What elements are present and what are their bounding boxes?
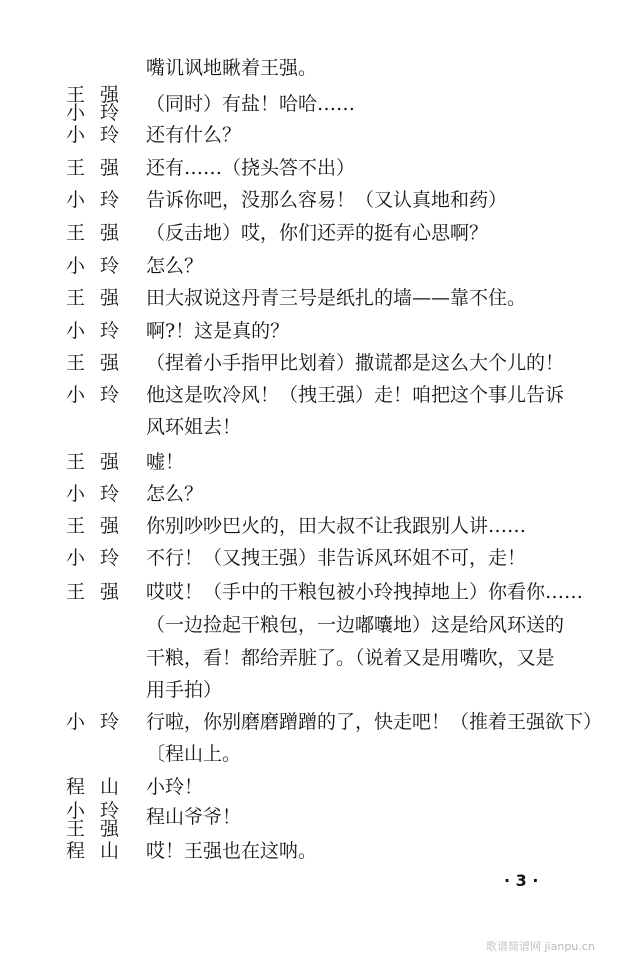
dialogue-line: （一边捡起干粮包，一边嘟囔地）这是给风环送的	[146, 614, 565, 636]
dialogue-line: 嘘！	[146, 451, 185, 473]
speaker-char: 玲	[100, 255, 120, 277]
speaker-char: 强	[100, 515, 120, 537]
speaker-char: 强	[100, 352, 120, 374]
speaker-char: 玲	[100, 483, 120, 505]
speaker-char: 王	[66, 451, 86, 473]
speaker-char: 小	[66, 483, 86, 505]
speaker-char: 玲	[100, 189, 120, 211]
speaker-char: 王	[66, 287, 86, 309]
speaker-char: 王	[66, 818, 86, 840]
speaker-char: 小	[66, 124, 86, 146]
dialogue-line: 告诉你吧，没那么容易！（又认真地和药）	[146, 189, 508, 211]
speaker-char: 玲	[100, 711, 120, 733]
speaker-char: 玲	[100, 102, 120, 124]
speaker-char: 王	[66, 222, 86, 244]
dialogue-line: 怎么？	[146, 255, 204, 277]
stage-direction: 〔程山上。	[146, 743, 242, 765]
dialogue-line: 他这是吹冷风！（拽王强）走！咱把这个事儿告诉	[146, 384, 565, 406]
dialogue-line: （反击地）哎，你们还弄的挺有心思啊？	[146, 222, 489, 244]
speaker-char: 王	[66, 581, 86, 603]
dialogue-line: 不行！（又拽王强）非告诉风环姐不可，走！	[146, 547, 527, 569]
speaker-char: 强	[100, 287, 120, 309]
speaker-char: 小	[66, 320, 86, 342]
dialogue-line: 干粮，看！都给弄脏了。（说着又是用嘴吹，又是	[146, 647, 555, 669]
speaker-char: 小	[66, 102, 86, 124]
dialogue-line: （同时）有盐！哈哈……	[146, 93, 356, 115]
dialogue-line: 还有……（挠头答不出）	[146, 157, 356, 179]
speaker-char: 小	[66, 547, 86, 569]
speaker-char: 强	[100, 84, 120, 106]
speaker-char: 小	[66, 711, 86, 733]
speaker-char: 小	[66, 800, 86, 822]
dialogue-line: 哎！王强也在这呐。	[146, 840, 318, 862]
speaker-char: 程	[66, 776, 86, 798]
dialogue-line: 小玲！	[146, 776, 204, 798]
speaker-char: 玲	[100, 124, 120, 146]
speaker-char: 强	[100, 451, 120, 473]
watermark: 歌谱简谱网 jianpu.cn	[486, 940, 595, 953]
speaker-char: 玲	[100, 800, 120, 822]
page-number: · 3 ·	[504, 871, 539, 890]
speaker-char: 玲	[100, 320, 120, 342]
dialogue-line: 用手拍）	[146, 679, 223, 701]
dialogue-line: 程山爷爷！	[146, 806, 242, 828]
dialogue-line: 哎哎！（手中的干粮包被小玲拽掉地上）你看你……	[146, 581, 584, 603]
dialogue-line: 田大叔说这丹青三号是纸扎的墙——靠不住。	[146, 287, 527, 309]
speaker-char: 王	[66, 84, 86, 106]
dialogue-line: 你别吵吵巴火的，田大叔不让我跟别人讲……	[146, 515, 527, 537]
speaker-char: 小	[66, 189, 86, 211]
speaker-char: 小	[66, 255, 86, 277]
speaker-char: 小	[66, 384, 86, 406]
dialogue-line: 啊?！这是真的？	[146, 320, 290, 342]
speaker-char: 玲	[100, 384, 120, 406]
speaker-char: 强	[100, 818, 120, 840]
speaker-char: 山	[100, 776, 120, 798]
speaker-char: 玲	[100, 547, 120, 569]
stage-direction: 嘴讥讽地瞅着王强。	[146, 57, 318, 79]
dialogue-line: 还有什么？	[146, 124, 242, 146]
speaker-char: 强	[100, 581, 120, 603]
speaker-char: 山	[100, 840, 120, 862]
dialogue-line: 风环姐去！	[146, 416, 242, 438]
speaker-char: 程	[66, 840, 86, 862]
speaker-char: 王	[66, 157, 86, 179]
speaker-char: 强	[100, 157, 120, 179]
speaker-char: 王	[66, 515, 86, 537]
dialogue-line: 行啦，你别磨磨蹭蹭的了，快走吧！（推着王强欲下）	[146, 711, 603, 733]
dialogue-line: 怎么？	[146, 483, 204, 505]
speaker-char: 王	[66, 352, 86, 374]
dialogue-line: （捏着小手指甲比划着）撒谎都是这么大个儿的！	[146, 352, 565, 374]
speaker-char: 强	[100, 222, 120, 244]
